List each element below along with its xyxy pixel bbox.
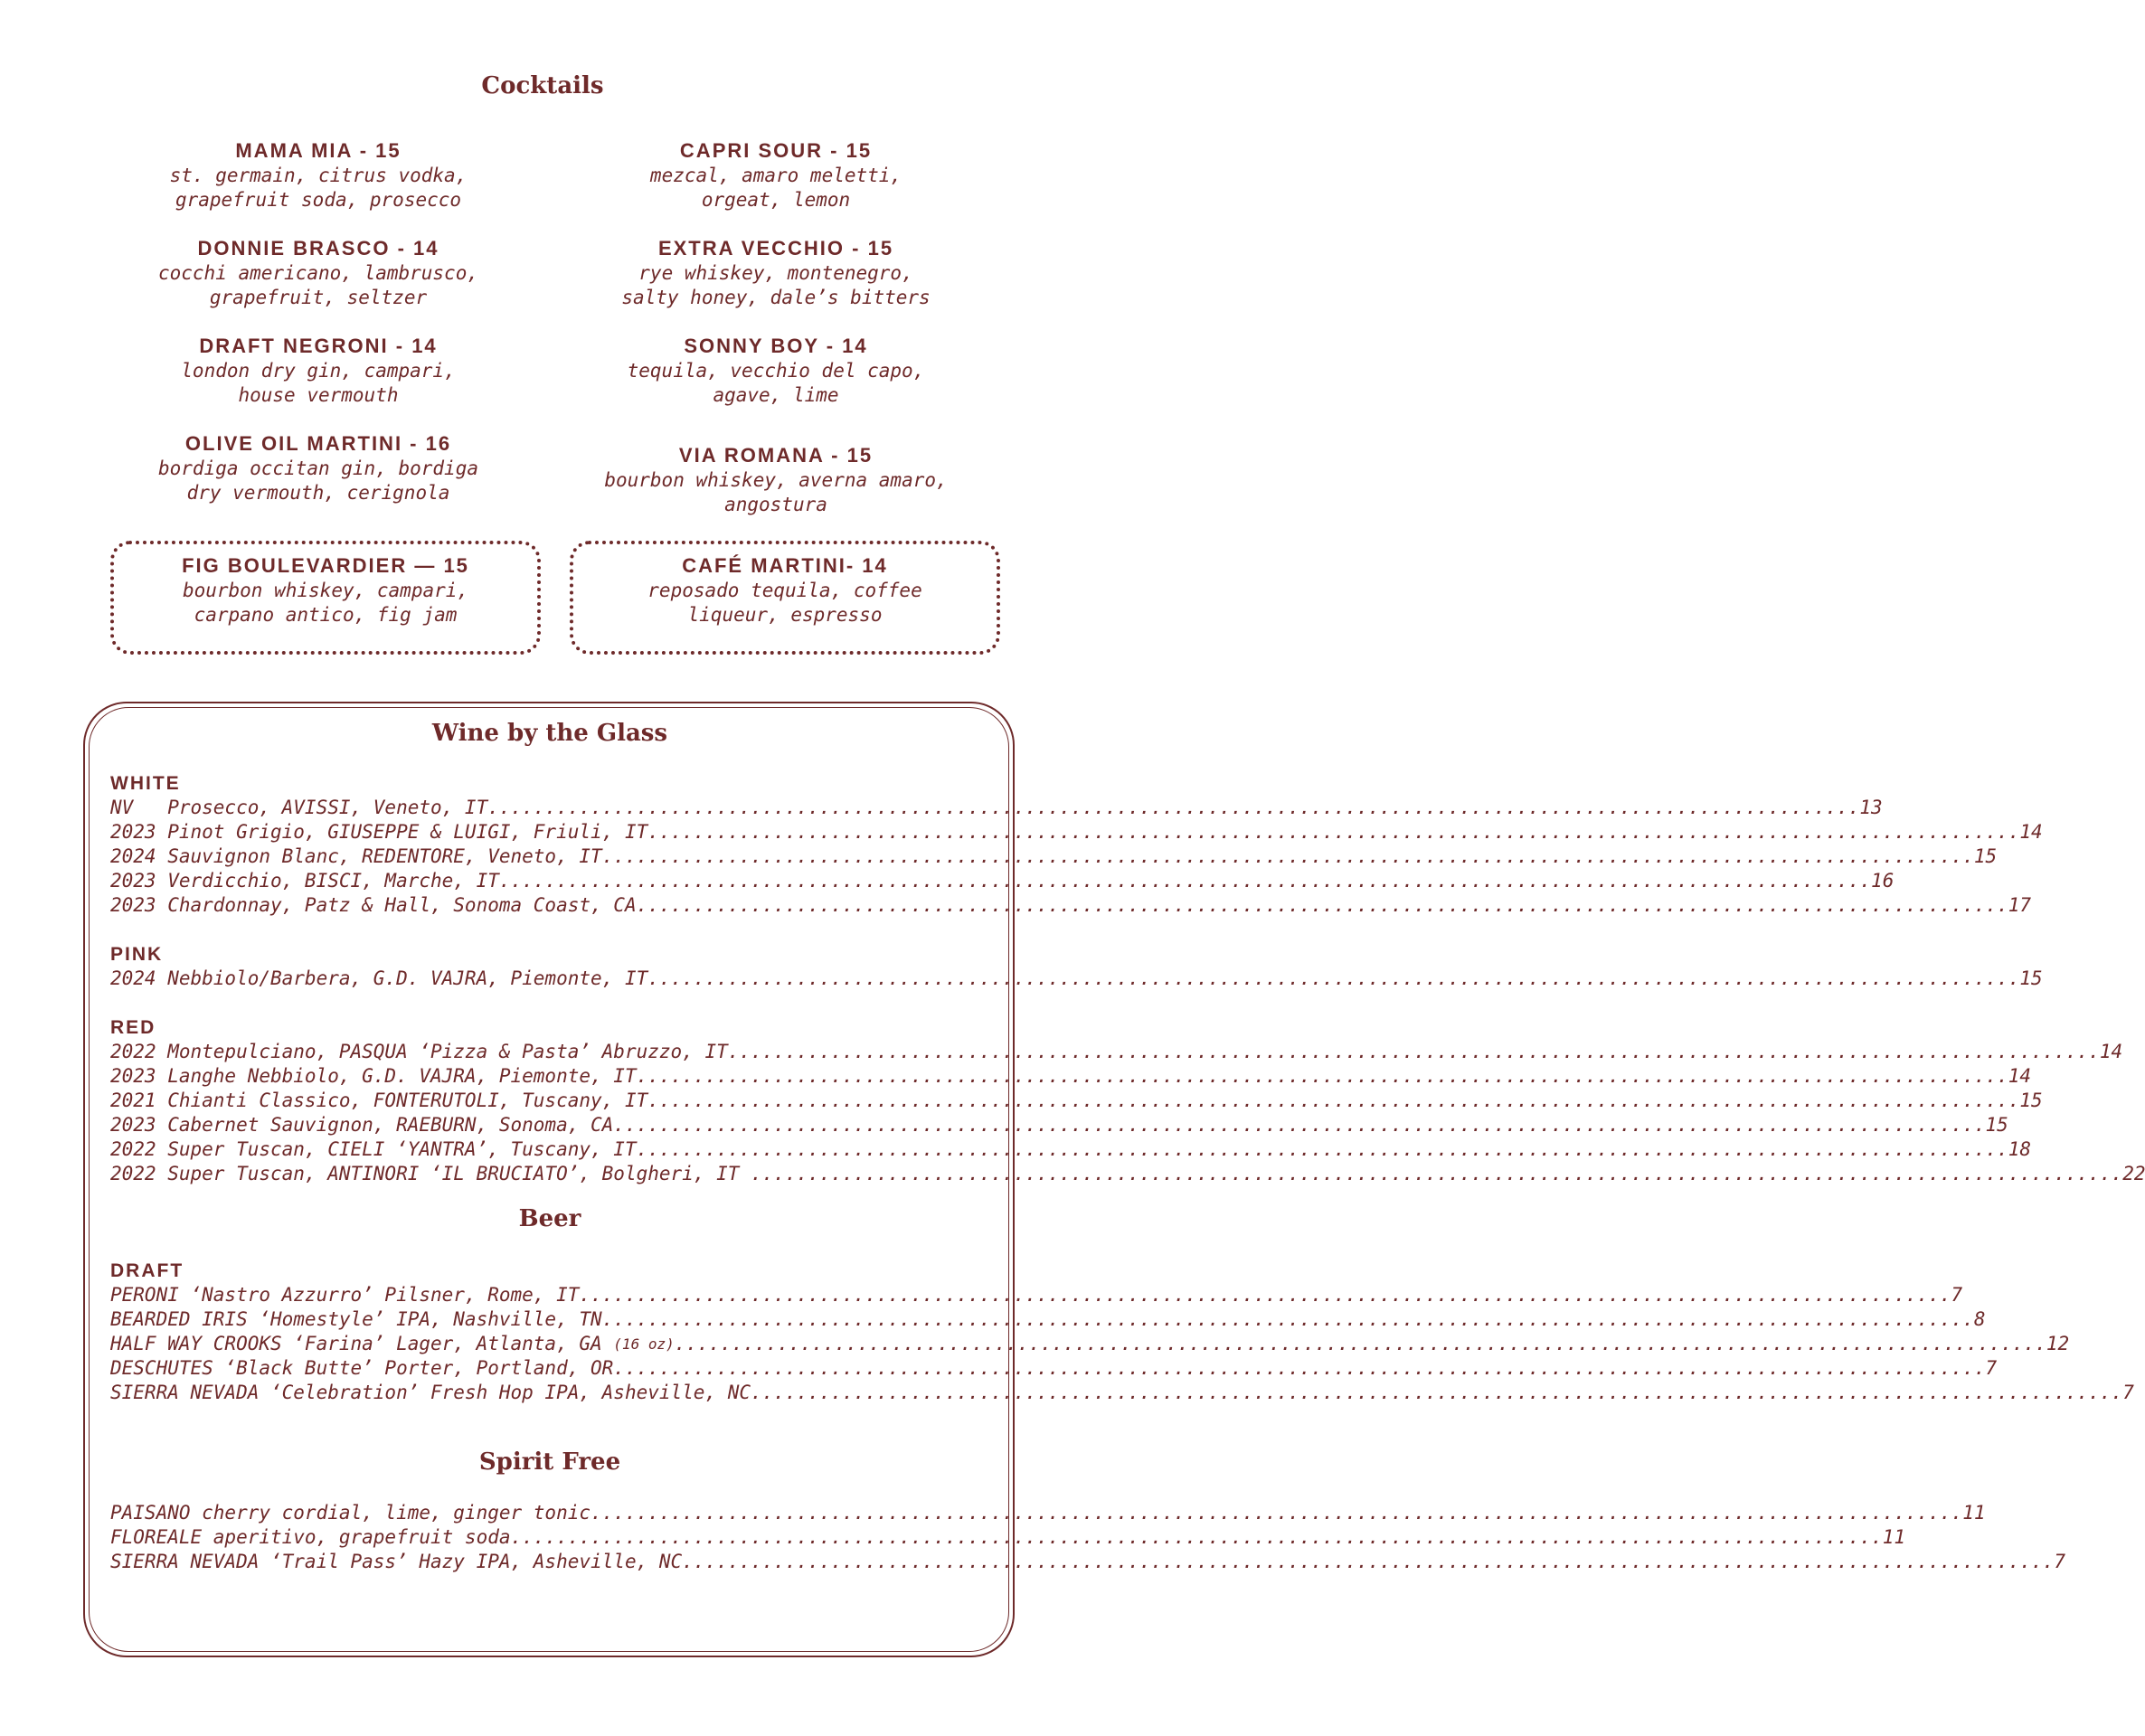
list-item: [110, 967, 2043, 991]
cocktail-desc: rye whiskey, montenegro, salty honey, dale’s bitters: [621, 262, 931, 308]
item-desc: 2023 Langhe Nebbiolo, G.D. VAJRA, Piemonte, IT: [110, 1065, 637, 1087]
list-item: [110, 844, 1998, 869]
list-item: [110, 869, 1895, 893]
cocktail-item: [559, 138, 993, 212]
item-desc: HALF WAY CROOKS ‘Farina’ Lager, Atlanta, GA: [110, 1333, 614, 1354]
cocktail-item: [559, 334, 993, 408]
cocktail-desc: mezcal, amaro meletti, orgeat, lemon: [649, 165, 902, 211]
leader-dots: ........................................................................................................................: [647, 1090, 2020, 1111]
section-heading: PINK: [110, 944, 164, 965]
wine-red-section: [110, 1015, 2145, 1186]
leader-dots: ........................................................................................................................: [636, 894, 2008, 916]
cocktail-desc: tequila, vecchio del capo, agave, lime: [627, 360, 925, 406]
leader-dots: ........................................................................................................................: [613, 1357, 1986, 1379]
wine-title: Wine by the Glass: [431, 720, 668, 747]
item-price: 7: [2054, 1551, 2065, 1572]
cocktail-name: EXTRA VECCHIO - 15: [657, 237, 894, 259]
leader-dots: ........................................................................................................................: [727, 1041, 2100, 1062]
leader-dots: ........................................................................................................................: [601, 845, 1974, 867]
cocktail-item: [101, 236, 535, 310]
item-desc: SIERRA NEVADA ‘Celebration’ Fresh Hop IPA, Asheville, NC: [110, 1382, 751, 1403]
cocktails-title: Cocktails: [481, 72, 604, 99]
list-item: [110, 1381, 2134, 1405]
section-heading: RED: [110, 1017, 156, 1038]
cocktail-item-featured: [109, 553, 543, 627]
leader-dots: ........................................................................................................................: [682, 1551, 2055, 1572]
item-price: 14: [2008, 1065, 2032, 1087]
list-item: [110, 1064, 2032, 1089]
cocktail-desc: bourbon whiskey, campari, carpano antico, fig jam: [182, 580, 469, 626]
list-item: [110, 820, 2043, 844]
item-price: 14: [2019, 821, 2043, 843]
wine-pink-section: [110, 942, 2043, 991]
list-item: [110, 1332, 2070, 1356]
list-item: [110, 1501, 1986, 1525]
spirit-free-title: Spirit Free: [478, 1448, 621, 1476]
item-desc: 2023 Verdicchio, BISCI, Marche, IT: [110, 870, 499, 892]
cocktail-item: [101, 138, 535, 212]
item-desc: 2023 Cabernet Sauvignon, RAEBURN, Sonoma, CA: [110, 1114, 614, 1136]
list-item: [110, 1137, 2032, 1162]
item-price: 7: [1985, 1357, 1998, 1379]
item-price: 7: [2122, 1382, 2134, 1403]
leader-dots: ........................................................................................................................: [601, 1308, 1974, 1330]
leader-dots: ........................................................................................................................: [636, 1065, 2008, 1087]
item-desc: 2022 Montepulciano, PASQUA ‘Pizza & Pasta’ Abruzzo, IT: [110, 1041, 728, 1062]
item-price: 11: [1962, 1502, 1986, 1524]
item-desc: BEARDED IRIS ‘Homestyle’ IPA, Nashville, TN: [110, 1308, 602, 1330]
item-desc: 2022 Super Tuscan, ANTINORI ‘IL BRUCIATO’, Bolgheri, IT: [110, 1163, 751, 1184]
item-desc: NV Prosecco, AVISSI, Veneto, IT: [110, 797, 488, 818]
item-price: 15: [1973, 845, 1998, 867]
leader-dots: ........................................................................................................................: [487, 797, 1860, 818]
item-price: 15: [1985, 1114, 2008, 1136]
cocktail-desc: bordiga occitan gin, bordiga dry vermouth, cerignola: [157, 458, 478, 504]
item-price: 12: [2046, 1333, 2070, 1354]
item-price: 17: [2008, 894, 2032, 916]
item-price: 15: [2019, 967, 2043, 989]
list-item: [110, 1040, 2123, 1064]
leader-dots: ........................................................................................................................: [498, 870, 1872, 892]
leader-dots: ........................................................................................................................: [636, 1138, 2008, 1160]
item-desc: FLOREALE aperitivo, grapefruit soda: [110, 1526, 511, 1548]
section-heading: DRAFT: [110, 1260, 184, 1281]
cocktail-name: MAMA MIA - 15: [235, 139, 402, 162]
item-desc: DESCHUTES ‘Black Butte’ Porter, Portland, OR: [110, 1357, 614, 1379]
item-price: 15: [2019, 1090, 2043, 1111]
leader-dots: ........................................................................................................................: [591, 1502, 1963, 1524]
cocktail-item: [101, 431, 535, 505]
item-desc: PERONI ‘Nastro Azzurro’ Pilsner, Rome, IT: [110, 1284, 580, 1306]
item-price: 18: [2008, 1138, 2032, 1160]
list-item: [110, 1356, 1998, 1381]
cocktail-item: [559, 236, 993, 310]
cocktail-name: DRAFT NEGRONI - 14: [199, 335, 438, 357]
item-price: 16: [1871, 870, 1895, 892]
cocktail-name: CAFÉ MARTINI- 14: [682, 554, 888, 577]
list-item: [110, 1113, 2008, 1137]
cocktail-name: SONNY BOY - 14: [684, 335, 868, 357]
cocktail-desc: bourbon whiskey, averna amaro, angostura: [604, 469, 948, 515]
cocktail-item: [559, 443, 993, 517]
leader-dots: ........................................................................................................................: [647, 821, 2020, 843]
item-note: (16 oz): [613, 1335, 675, 1353]
cocktail-name: DONNIE BRASCO - 14: [197, 237, 439, 259]
item-desc: 2023 Pinot Grigio, GIUSEPPE & LUIGI, Friuli, IT: [110, 821, 648, 843]
item-price: 8: [1973, 1308, 1986, 1330]
leader-dots: ........................................................................................................................: [674, 1333, 2046, 1354]
item-desc: PAISANO cherry cordial, lime, ginger tonic: [110, 1502, 591, 1524]
leader-dots: ........................................................................................................................: [751, 1163, 2123, 1184]
leader-dots: ........................................................................................................................: [510, 1526, 1883, 1548]
beer-draft-section: [110, 1259, 2134, 1405]
list-item: [110, 1283, 1963, 1307]
item-desc: 2024 Sauvignon Blanc, REDENTORE, Veneto, IT: [110, 845, 602, 867]
cocktail-item: [101, 334, 535, 408]
list-item: [110, 893, 2032, 918]
cocktail-name: OLIVE OIL MARTINI - 16: [184, 432, 452, 455]
item-price: 22: [2122, 1163, 2145, 1184]
list-item: [110, 1307, 1986, 1332]
beer-title: Beer: [518, 1205, 581, 1232]
item-desc: SIERRA NEVADA ‘Trail Pass’ Hazy IPA, Asheville, NC: [110, 1551, 683, 1572]
cocktail-desc: reposado tequila, coffee liqueur, espresso: [647, 580, 922, 626]
item-price: 11: [1882, 1526, 1905, 1548]
cocktail-desc: london dry gin, campari, house vermouth: [181, 360, 456, 406]
item-price: 14: [2099, 1041, 2123, 1062]
list-item: [110, 1089, 2043, 1113]
list-item: [110, 1162, 2145, 1186]
spirit-free-section: [110, 1501, 2065, 1574]
item-desc: 2022 Super Tuscan, CIELI ‘YANTRA’, Tuscany, IT: [110, 1138, 637, 1160]
leader-dots: ........................................................................................................................: [579, 1284, 1951, 1306]
section-heading: WHITE: [110, 773, 181, 794]
cocktail-desc: st. germain, citrus vodka, grapefruit soda, prosecco: [169, 165, 468, 211]
list-item: [110, 1525, 1905, 1550]
leader-dots: ........................................................................................................................: [751, 1382, 2123, 1403]
leader-dots: ........................................................................................................................: [647, 967, 2020, 989]
item-price: 7: [1951, 1284, 1963, 1306]
list-item: [110, 1550, 2065, 1574]
item-desc: 2023 Chardonnay, Patz & Hall, Sonoma Coast, CA: [110, 894, 637, 916]
wine-white-section: [110, 771, 2043, 918]
cocktail-name: VIA ROMANA - 15: [678, 444, 874, 467]
item-price: 13: [1859, 797, 1883, 818]
item-desc: 2024 Nebbiolo/Barbera, G.D. VAJRA, Piemonte, IT: [110, 967, 648, 989]
list-item: [110, 796, 1883, 820]
cocktail-name: CAPRI SOUR - 15: [679, 139, 873, 162]
leader-dots: ........................................................................................................................: [613, 1114, 1986, 1136]
cocktail-name: FIG BOULEVARDIER — 15: [182, 554, 469, 577]
cocktail-item-featured: [568, 553, 1002, 627]
cocktail-desc: cocchi americano, lambrusco, grapefruit, seltzer: [157, 262, 478, 308]
item-desc: 2021 Chianti Classico, FONTERUTOLI, Tuscany, IT: [110, 1090, 648, 1111]
